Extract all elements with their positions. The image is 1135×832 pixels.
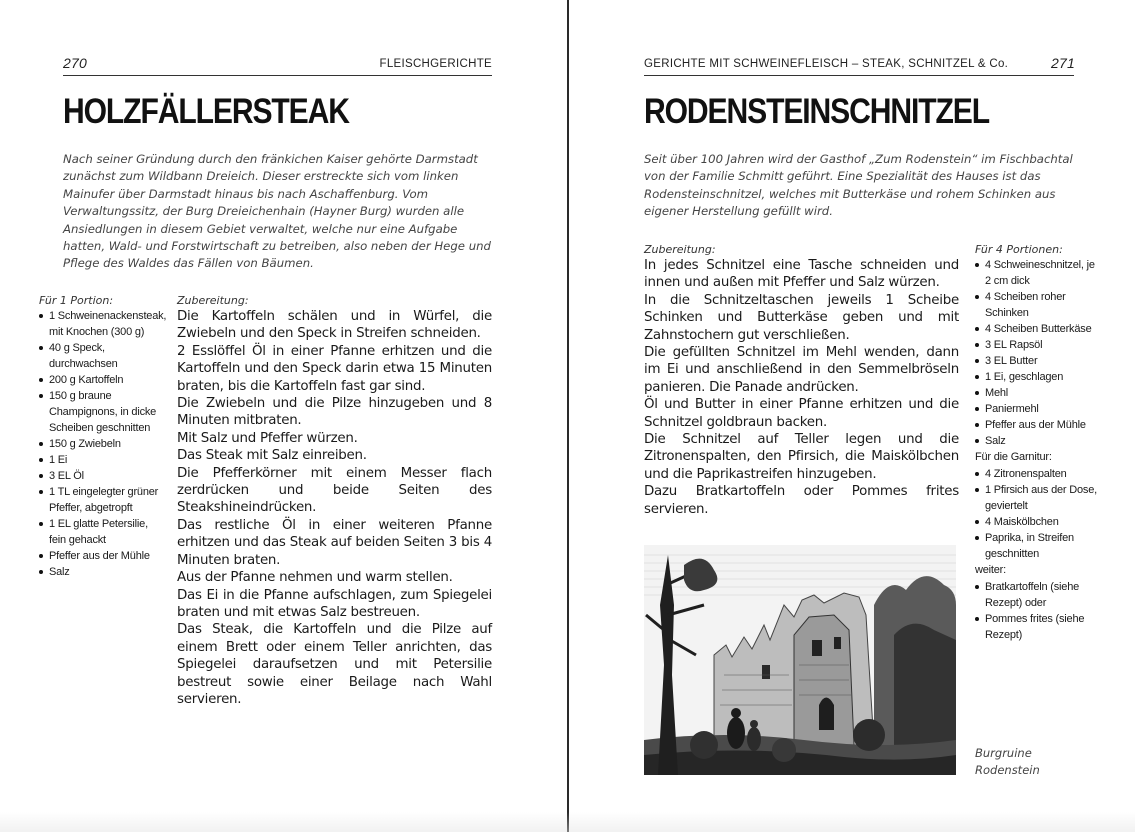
step: Öl und Butter in einer Pfanne erhitzen und die Schnitzel goldbraun backen.: [644, 397, 959, 430]
list-item: Pfeffer aus der Mühle: [39, 548, 167, 564]
list-item: 4 Scheiben roher Schinken: [975, 289, 1099, 321]
header-rule: [644, 75, 1074, 76]
list-item: Pommes frites (siehe Rezept): [975, 611, 1099, 643]
page-bottom-shadow: [0, 812, 1135, 832]
left-page: [0, 0, 567, 832]
header-rule: [63, 75, 492, 76]
list-item: 4 Scheiben Butterkäse: [975, 321, 1099, 337]
preparation-label: Zubereitung:: [644, 243, 716, 256]
step: In die Schnitzeltaschen jeweils 1 Scheibe Schinken und Butterkäse geben und mit Zahnstochern gut verschließen.: [644, 292, 959, 343]
step: In jedes Schnitzel eine Tasche schneiden und innen und außen mit Pfeffer und Salz würzen.: [644, 258, 959, 291]
list-item: Salz: [975, 433, 1099, 449]
ingredient-list: [39, 308, 167, 580]
step: Das Steak mit Salz einreiben.: [177, 448, 367, 464]
list-item: 1 Pfirsich aus der Dose, geviertelt: [975, 482, 1099, 514]
recipe-intro: Seit über 100 Jahren wird der Gasthof „Zum Rodenstein“ im Fischbachtal von der Familie Schmitt geführt. Eine Spezialität des Hauses ist das Rodensteinschnitzel, welches mit Butterkäse und rohem Schinken aus eigener Herstellung gefüllt wird.: [644, 152, 1073, 219]
running-header: FLEISCHGERICHTE: [379, 58, 492, 70]
step: Die Kartoffeln schälen und in Würfel, die Zwiebeln und den Speck in Streifen schneiden.: [177, 309, 492, 342]
page-number: 271: [1051, 55, 1075, 71]
list-item: 1 EL glatte Petersilie, fein gehackt: [39, 516, 167, 548]
ingredients-column: [39, 293, 167, 580]
list-item: 3 EL Rapsöl: [975, 337, 1099, 353]
step: Mit Salz und Pfeffer würzen.: [177, 430, 358, 446]
further-label: weiter:: [975, 564, 1006, 576]
image-caption: Burgruine Rodenstein: [975, 746, 1040, 777]
ingredient-list: [975, 257, 1099, 449]
list-item: Paprika, in Streifen geschnitten: [975, 530, 1099, 562]
step: Das Steak, die Kartoffeln und die Pilze auf einem Brett oder einem Teller anrichten, das Spiegelei daraufsetzen und mit Petersilie bestreut sowie einer Beilage nach Wahl servieren.: [177, 622, 492, 707]
list-item: Pfeffer aus der Mühle: [975, 417, 1099, 433]
preparation-column: [177, 293, 492, 708]
list-item: Salz: [39, 564, 167, 580]
step: Dazu Bratkartoffeln oder Pommes frites servieren.: [644, 484, 959, 517]
recipe-title: RODENSTEINSCHNITZEL: [644, 92, 989, 131]
list-item: 1 Ei: [39, 452, 167, 468]
list-item: 200 g Kartoffeln: [39, 372, 167, 388]
running-header: GERICHTE MIT SCHWEINEFLEISCH – STEAK, SCHNITZEL & Co.: [644, 58, 1009, 70]
list-item: Mehl: [975, 385, 1099, 401]
list-item: 3 EL Butter: [975, 353, 1099, 369]
preparation-column: [644, 242, 959, 518]
list-item: Bratkartoffeln (siehe Rezept) oder: [975, 579, 1099, 611]
list-item: 3 EL Öl: [39, 468, 167, 484]
list-item: 40 g Speck, durchwachsen: [39, 340, 167, 372]
garnish-label: Für die Garnitur:: [975, 451, 1052, 463]
step: Aus der Pfanne nehmen und warm stellen.: [177, 570, 453, 586]
side-dish-list: [975, 579, 1099, 643]
step: Die Schnitzel auf Teller legen und die Zitronenspalten, den Pfirsich, die Maiskölbchen und die Paprikastreifen hinzugeben.: [644, 432, 959, 482]
right-page: [569, 0, 1135, 832]
step: Das Ei in die Pfanne aufschlagen, zum Spiegelei braten und mit etwas Salz bestreuen.: [177, 587, 492, 620]
page-number: 270: [63, 55, 87, 71]
step: Das restliche Öl in einer weiteren Pfanne erhitzen und das Steak auf beiden Seiten 3 bis 4 Minuten braten.: [177, 517, 492, 568]
list-item: 4 Maiskölbchen: [975, 514, 1099, 530]
list-item: 1 Schweinenackensteak, mit Knochen (300 g): [39, 308, 167, 340]
step: 2 Esslöffel Öl in einer Pfanne erhitzen und die Kartoffeln und den Speck darin etwa 15 Minuten braten, bis die Kartoffeln fast gar sind.: [177, 343, 492, 394]
recipe-intro: Nach seiner Gründung durch den fränkichen Kaiser gehörte Darmstadt zunächst zum Wildbann Dreieich. Dieser erstreckte sich vom linken Mainufer über Darmstadt hinaus bis nach Aschaffenburg. Vom Verwaltungssitz, der Burg Dreieichenhain (Hayner Burg) wurden alle Ansiedlungen in diesem Gebiet verwaltet, welche nur eine Aufgabe hatten, Wald- und Forstwirtschaft zu betreiben, also neben der Hege und Pflege des Waldes das Fällen von Bäumen.: [63, 152, 491, 271]
list-item: Paniermehl: [975, 401, 1099, 417]
preparation-label: Zubereitung:: [177, 294, 249, 307]
garnish-list: [975, 466, 1099, 562]
portion-label: Für 4 Portionen:: [975, 243, 1063, 256]
step: Die Zwiebeln und die Pilze hinzugeben und 8 Minuten mitbraten.: [177, 396, 492, 429]
castle-ruin-engraving: [644, 545, 956, 775]
list-item: 1 TL eingelegter grüner Pfeffer, abgetropft: [39, 484, 167, 516]
portion-label: Für 1 Portion:: [39, 294, 114, 307]
list-item: 150 g braune Champignons, in dicke Scheiben geschnitten: [39, 388, 167, 436]
list-item: 4 Schweineschnitzel, je 2 cm dick: [975, 257, 1099, 289]
list-item: 1 Ei, geschlagen: [975, 369, 1099, 385]
step: Die Pfefferkörner mit einem Messer flach zerdrücken und beide Seiten des Steakshineindrücken.: [177, 465, 492, 516]
list-item: 4 Zitronenspalten: [975, 466, 1099, 482]
recipe-title: HOLZFÄLLERSTEAK: [63, 92, 349, 131]
list-item: 150 g Zwiebeln: [39, 436, 167, 452]
step: Die gefüllten Schnitzel im Mehl wenden, dann im Ei und anschließend in den Semmelbröseln panieren. Die Panade andrücken.: [644, 345, 959, 395]
ingredients-column: [975, 242, 1099, 643]
